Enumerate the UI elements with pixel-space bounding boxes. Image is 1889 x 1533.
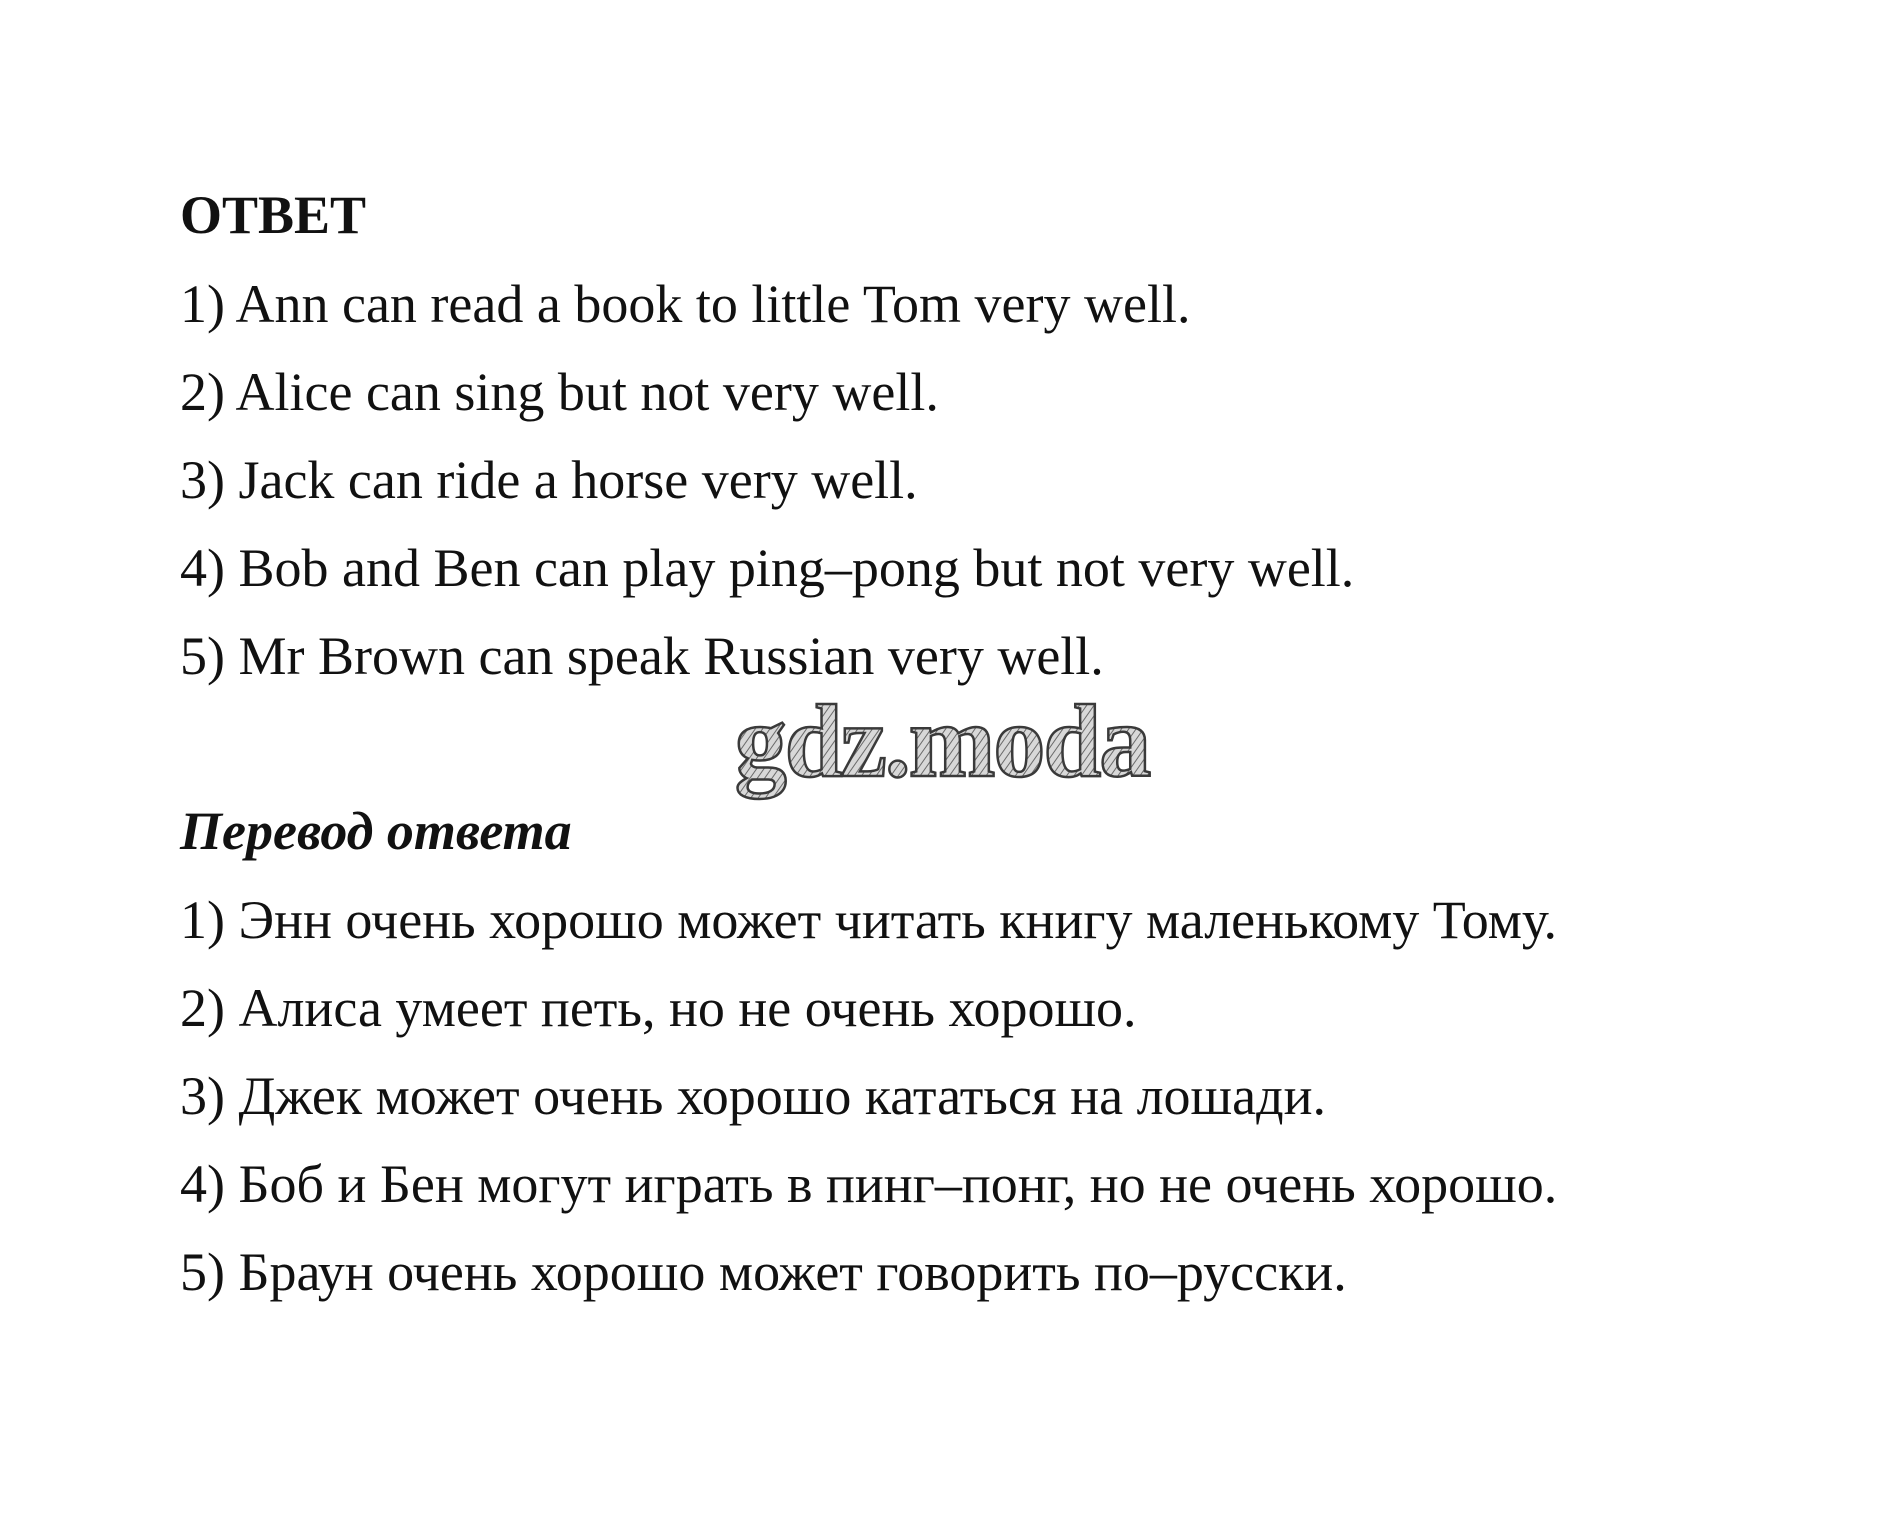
answer-line: 4) Bob and Ben can play ping–pong but not very well. <box>180 538 1355 598</box>
translation-line: 2) Алиса умеет петь, но не очень хорошо. <box>180 978 1137 1038</box>
translation-line: 5) Браун очень хорошо может говорить по–русски. <box>180 1242 1347 1302</box>
translation-list <box>180 876 1557 1316</box>
answer-line: 1) Ann can read a book to little Tom very well. <box>180 274 1191 334</box>
watermark-logo <box>672 690 1212 810</box>
answer-line: 3) Jack can ride a horse very well. <box>180 450 918 510</box>
answer-heading: ОТВЕТ <box>180 185 367 245</box>
translation-heading: Перевод ответа <box>180 801 572 861</box>
answer-list <box>180 260 1354 700</box>
translation-line: 4) Боб и Бен могут играть в пинг–понг, но не очень хорошо. <box>180 1154 1558 1214</box>
answer-line: 2) Alice can sing but not very well. <box>180 362 939 422</box>
translation-line: 3) Джек может очень хорошо кататься на лошади. <box>180 1066 1326 1126</box>
watermark-text: gdz.moda <box>734 690 1150 799</box>
answer-line: 5) Mr Brown can speak Russian very well. <box>180 626 1104 686</box>
translation-line: 1) Энн очень хорошо может читать книгу маленькому Тому. <box>180 890 1557 950</box>
